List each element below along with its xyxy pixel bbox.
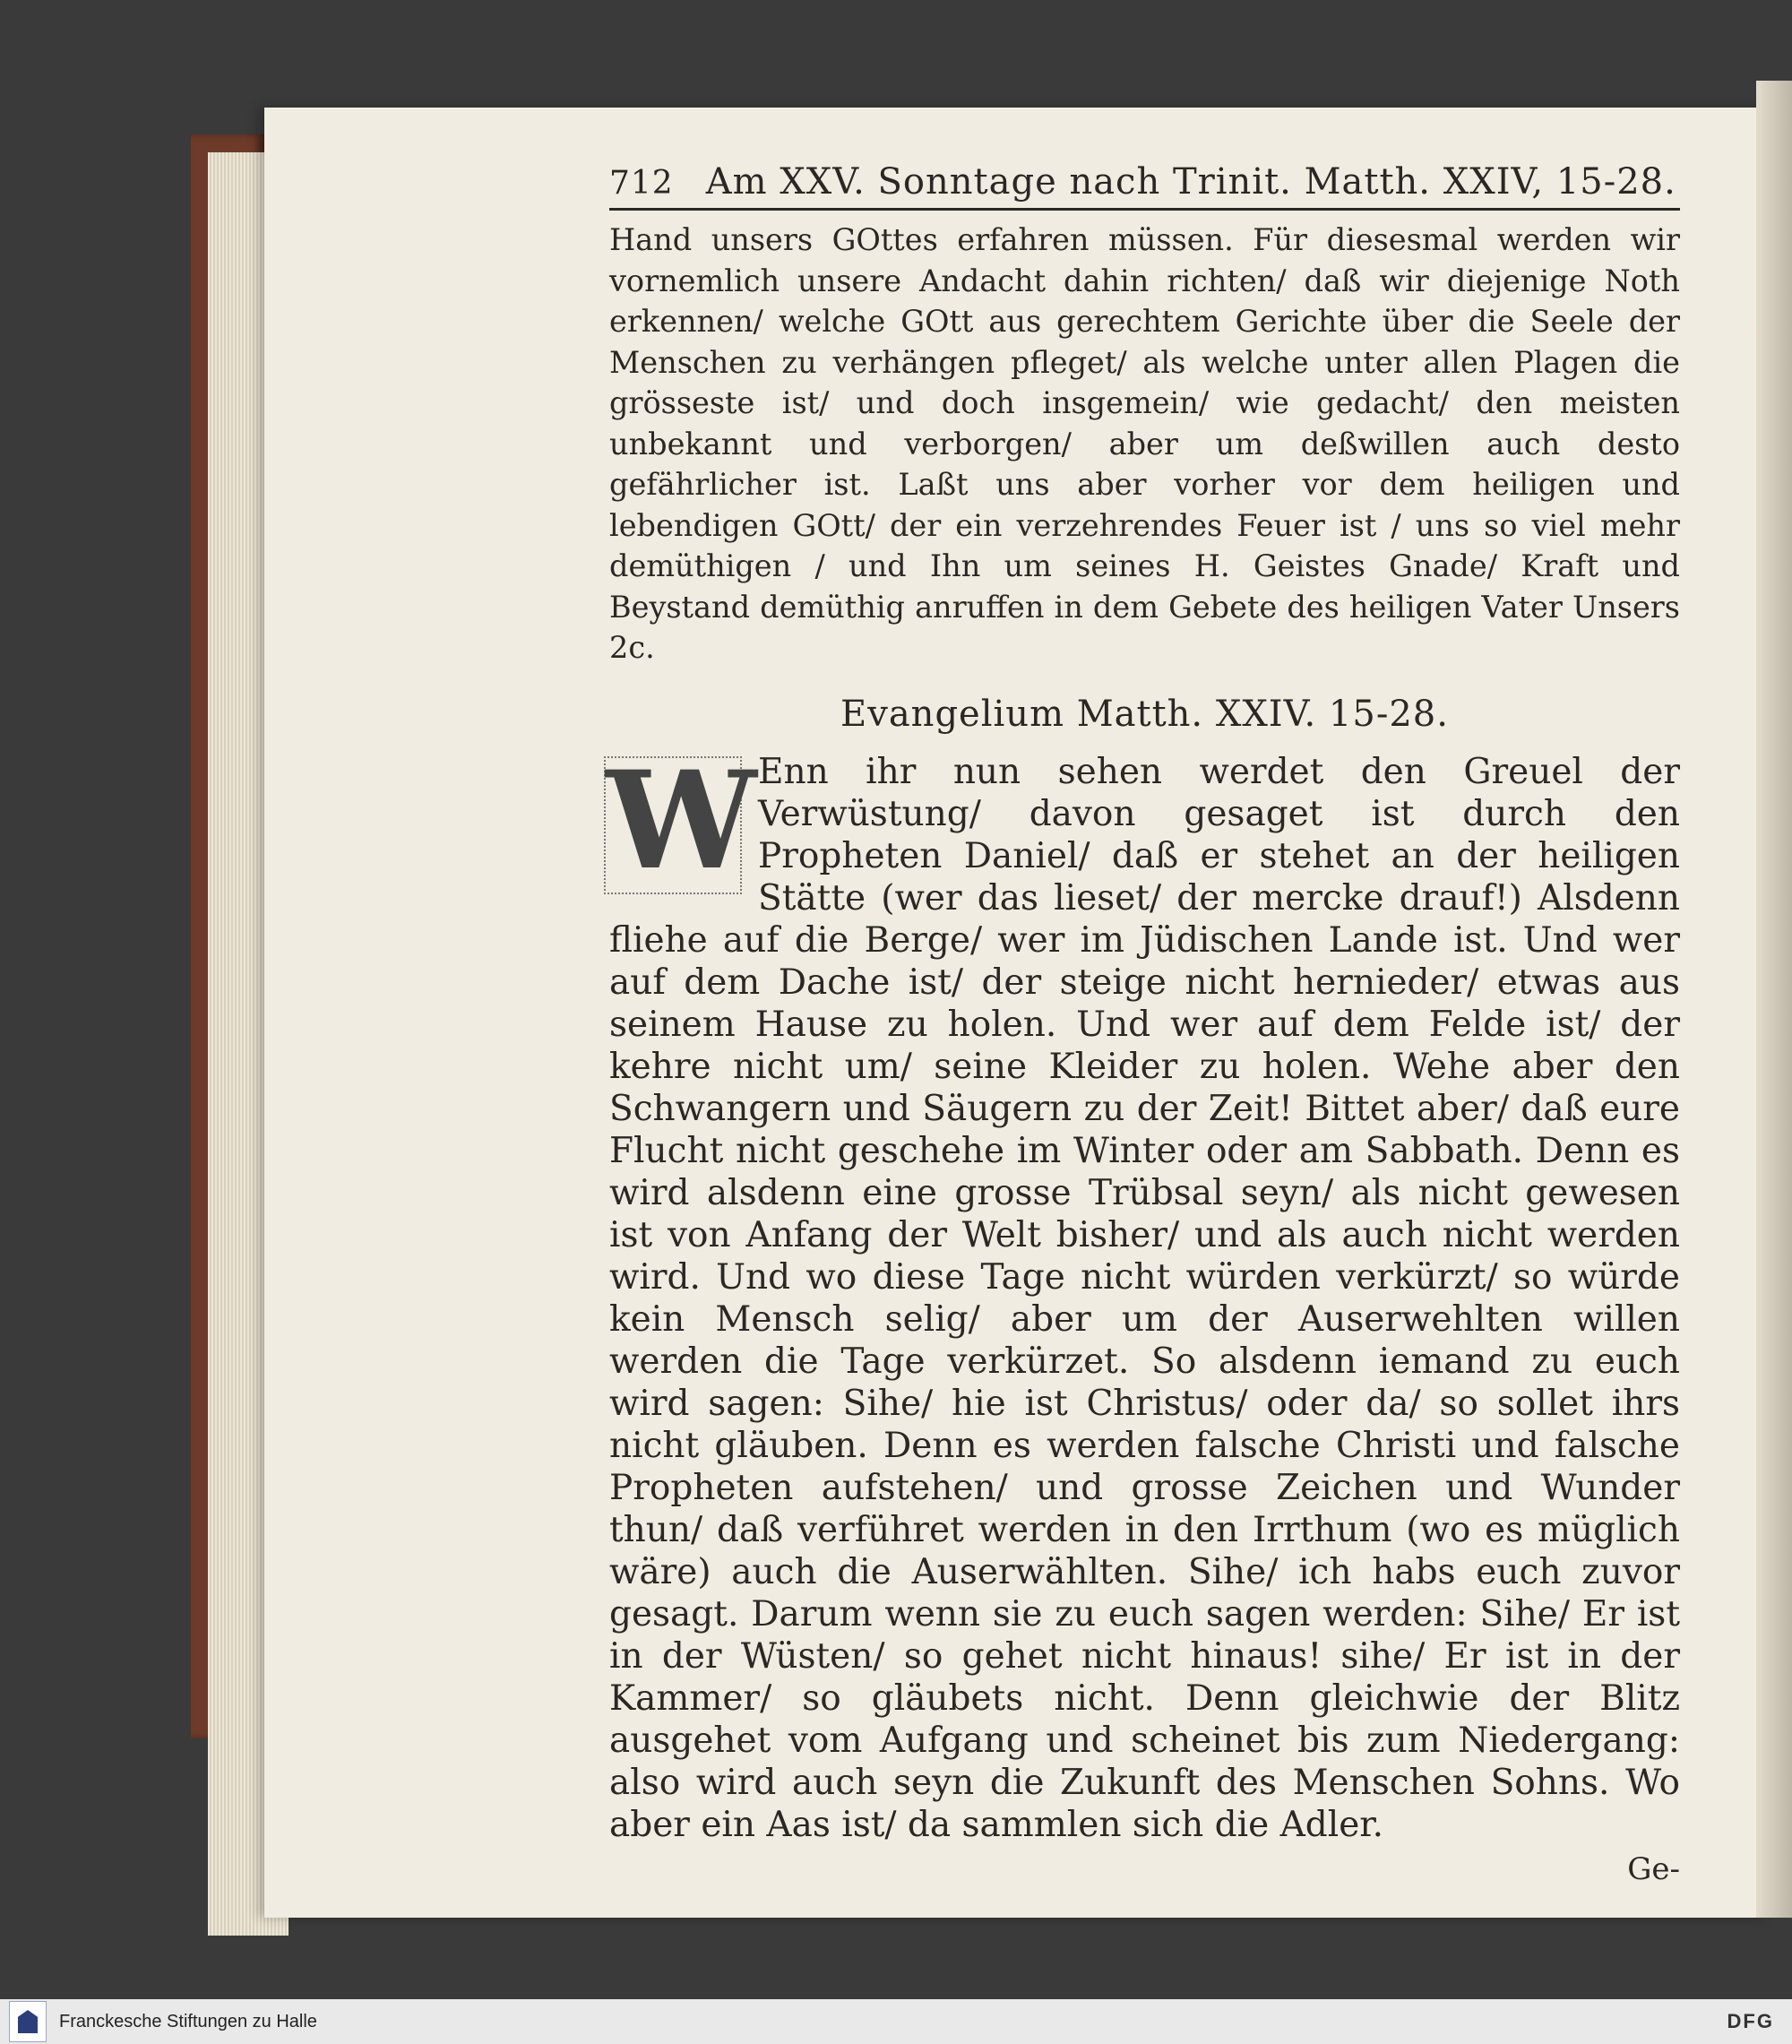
catchword: Ge- bbox=[1627, 1850, 1680, 1887]
viewer-footer bbox=[0, 1999, 1792, 2044]
page-fore-edge bbox=[1756, 81, 1792, 1918]
page-content bbox=[606, 161, 1680, 1887]
running-head-title: Am XXV. Sonntage nach Trinit. Matth. XXIV, 15-28. bbox=[705, 161, 1676, 203]
footer-institution-link[interactable]: Franckesche Stiftungen zu Halle bbox=[59, 2011, 317, 2031]
dfg-logo[interactable]: DFG bbox=[1727, 2010, 1774, 2032]
intro-paragraph: Hand unsers GOttes erfahren müssen. Für diesesmal werden wir vornemlich unsere Andacht dahin richten/ daß wir diejenige Noth erkennen/ welche GOtt aus gerechtem Gerichte über die Seele der Menschen zu verhängen pfleget/ als welche unter allen Plagen die grösseste ist/ und doch insgemein/ wie gedacht/ den meisten unbekannt und verborgen/ aber um deßwillen auch desto gefährlicher ist. Laßt uns aber vorher vor dem heiligen und lebendigen GOtt/ der ein verzehrendes Feuer ist / uns so viel mehr demüthigen / und Ihn um seines H. Geistes Gnade/ Kraft und Beystand demüthig anruffen in dem Gebete des heiligen Vater Unsers 2c. bbox=[609, 222, 1680, 665]
drop-cap: W bbox=[606, 741, 757, 900]
gospel-body-text: Enn ihr nun sehen werdet den Greuel der Verwüstung/ davon gesaget ist durch den Propheten Daniel/ daß er stehet an der heiligen Stätte (wer das lieset/ der mercke drauf!) Alsdenn fliehe auf die Berge/ wer im Jüdischen Lande ist. Und wer auf dem Dache ist/ der steige nicht hernieder/ etwas aus seinem Hause zu holen. Und wer auf dem Felde ist/ der kehre nicht um/ seine Kleider zu holen. Wehe aber den Schwangern und Säugern zu der Zeit! Bittet aber/ daß eure Flucht nicht geschehe im Winter oder am Sabbath. Denn es wird alsdenn eine grosse Trübsal seyn/ als nicht gewesen ist von Anfang der Welt bisher/ und als auch nicht werden wird. Und wo diese Tage nicht würden verkürzt/ so würde kein Mensch selig/ aber um der Auserwehlten willen werden die Tage verkürzet. So alsdenn iemand zu euch wird sagen: Sihe/ hie ist Christus/ oder da/ so sollet ihrs nicht gläuben. Denn es werden falsche Christi und falsche Propheten aufstehen/ und grosse Zeichen und Wunder thun/ daß verführet werden in den Irrthum (wo es müglich wäre) auch die Auserwählten. Sihe/ ich habs euch zuvor gesagt. Darum wenn sie zu euch sagen werden: Sihe/ Er ist in der Wüsten/ so gehet nicht hinaus! sihe/ Er ist in der Kammer/ so gläubets nicht. Denn gleichwie der Blitz ausgehet vom Aufgang und scheinet bis zum Niedergang: also wird auch seyn die Zukunft des Menschen Sohns. Wo aber ein Aas ist/ da sammlen sich die Adler. bbox=[609, 751, 1680, 1845]
gospel-heading: Evangelium Matth. XXIV. 15-28. bbox=[840, 693, 1449, 735]
running-head bbox=[609, 161, 1680, 211]
gospel-paragraph bbox=[606, 741, 1680, 1846]
page-number: 712 bbox=[609, 165, 674, 202]
francke-foundation-logo-icon[interactable] bbox=[9, 2001, 47, 2042]
